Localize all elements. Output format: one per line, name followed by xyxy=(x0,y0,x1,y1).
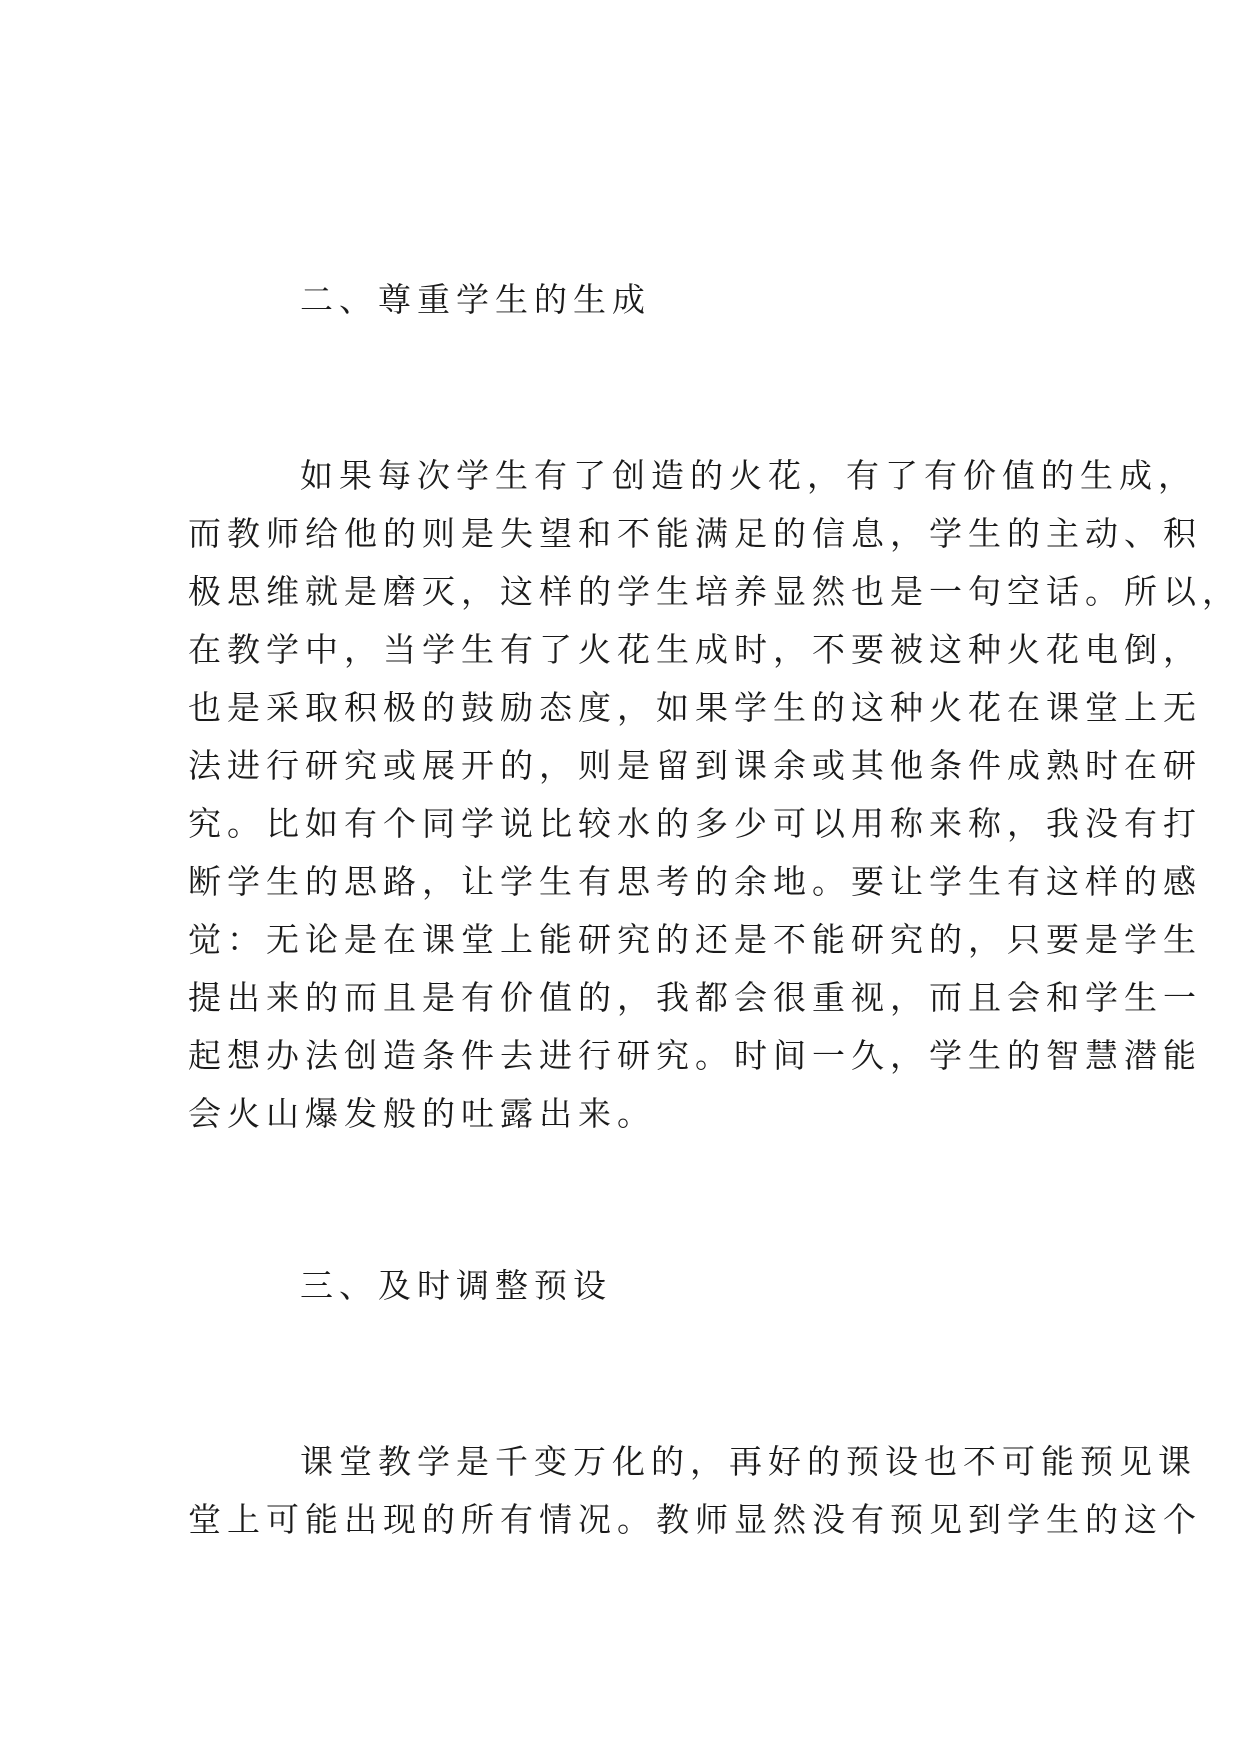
paragraph-line: 觉：无论是在课堂上能研究的还是不能研究的，只要是学生 xyxy=(188,920,1202,959)
paragraph-line: 如果每次学生有了创造的火花，有了有价值的生成， xyxy=(300,456,1197,495)
paragraph-line: 在教学中，当学生有了火花生成时，不要被这种火花电倒， xyxy=(188,630,1202,669)
paragraph-line: 提出来的而且是有价值的，我都会很重视，而且会和学生一 xyxy=(188,978,1202,1017)
paragraph-line: 课堂教学是千变万化的，再好的预设也不可能预见课 xyxy=(300,1442,1197,1481)
paragraph-line: 极思维就是磨灭，这样的学生培养显然也是一句空话。所以， xyxy=(188,572,1241,611)
paragraph-adjust-preset xyxy=(188,1433,1202,1549)
paragraph-line: 而教师给他的则是失望和不能满足的信息，学生的主动、积 xyxy=(188,514,1202,553)
paragraph-line: 堂上可能出现的所有情况。教师显然没有预见到学生的这个 xyxy=(188,1500,1202,1539)
paragraph-respect-generation xyxy=(188,447,1241,1143)
paragraph-line: 起想办法创造条件去进行研究。时间一久，学生的智慧潜能 xyxy=(188,1036,1202,1075)
paragraph-line: 断学生的思路，让学生有思考的余地。要让学生有这样的感 xyxy=(188,862,1202,901)
paragraph-line: 究。比如有个同学说比较水的多少可以用称来称，我没有打 xyxy=(188,804,1202,843)
section-heading-2: 二、尊重学生的生成 xyxy=(300,280,651,319)
paragraph-line: 也是采取积极的鼓励态度，如果学生的这种火花在课堂上无 xyxy=(188,688,1202,727)
paragraph-line: 法进行研究或展开的，则是留到课余或其他条件成熟时在研 xyxy=(188,746,1202,785)
paragraph-line: 会火山爆发般的吐露出来。 xyxy=(188,1094,656,1133)
section-heading-3: 三、及时调整预设 xyxy=(300,1266,612,1305)
